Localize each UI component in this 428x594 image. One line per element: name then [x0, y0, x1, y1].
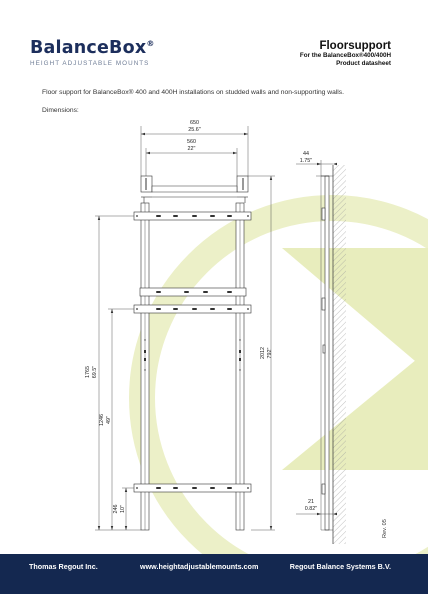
dim-height-lower-mm: 1765: [85, 366, 91, 378]
dim-depth-top-in: 1.75": [299, 158, 313, 164]
side-view: [296, 160, 346, 544]
dim-depth-bottom-mm: 21: [308, 499, 314, 505]
footer-company-us: Thomas Regout Inc.: [29, 562, 98, 571]
dim-height-overall-in: 792": [267, 347, 273, 359]
intro-text: Floor support for BalanceBox® 400 and 400H installations on studded walls and non-supporting walls.: [42, 89, 344, 96]
document-subtitle: For the BalanceBox®400/400H: [299, 52, 391, 59]
footer-company-nl: Regout Balance Systems B.V.: [289, 562, 391, 571]
dim-width-inner-in: 22": [187, 146, 196, 152]
dim-width-inner-mm: 560: [187, 139, 196, 145]
brand-name: BalanceBox®: [30, 38, 155, 58]
dim-height-bottom-in: 10": [120, 505, 126, 513]
brand-tagline: HEIGHT ADJUSTABLE MOUNTS: [30, 60, 150, 67]
footer-website-link[interactable]: www.heightadjustablemounts.com: [140, 562, 259, 571]
registered-mark: ®: [146, 39, 155, 48]
document-type: Product datasheet: [336, 59, 391, 67]
dim-depth-top-mm: 44: [303, 151, 309, 157]
front-view: [95, 126, 275, 530]
dim-width-outer-mm: 650: [190, 120, 199, 126]
dim-height-overall-mm: 2012: [260, 347, 266, 359]
footer-bar: [0, 554, 428, 594]
dim-height-middle-mm: 1246: [99, 414, 105, 426]
dim-height-middle-in: 49": [106, 416, 112, 424]
document-title: Floorsupport: [319, 40, 391, 52]
dimensions-label: Dimensions:: [42, 107, 79, 114]
dim-height-lower-in: 69.5": [92, 365, 98, 379]
dim-width-outer-in: 25.6": [188, 127, 201, 133]
revision-label: Rev. 05: [382, 519, 388, 538]
dim-height-bottom-mm: 246: [113, 504, 119, 514]
dim-depth-bottom-in: 0.82": [304, 506, 318, 512]
